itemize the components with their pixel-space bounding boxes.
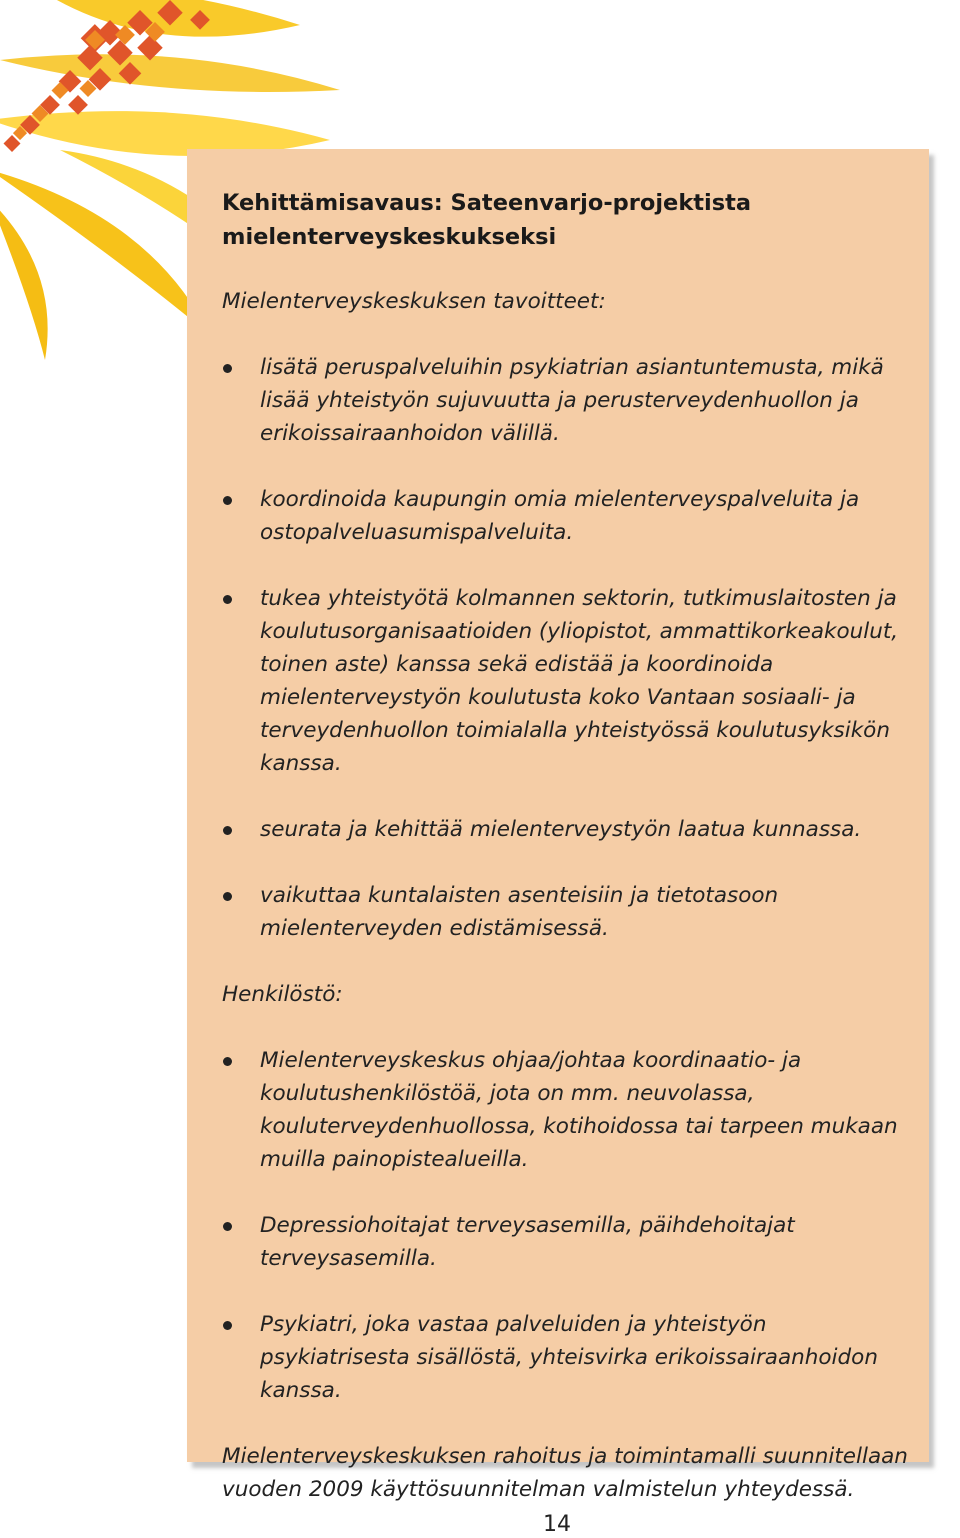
goal-text: seurata ja kehittää mielenterveystyön laatua kunnassa. (260, 817, 862, 842)
goal-item (222, 351, 912, 450)
staff-item (222, 1308, 912, 1407)
closing-note: Mielenterveyskeskuksen rahoitus ja toimintamalli suunnitellaan vuoden 2009 käyttösuunnitelman valmistelun yhteydessä. (222, 1444, 908, 1502)
staff-label: Henkilöstö: (222, 982, 343, 1007)
goal-text: tukea yhteistyötä kolmannen sektorin, tutkimuslaitosten ja koulutusorganisaatioiden (yliopistot, ammattikorkeakoulut, toinen aste) kanssa sekä edistää ja koordinoida mielenterveystyön koulutusta koko Vantaan sosiaali- ja terveydenhuollon toimialalla yhteistyössä koulutusyksikön kanssa. (260, 586, 899, 776)
staff-text: Psykiatri, joka vastaa palveluiden ja yhteistyön psykiatrisesta sisällöstä, yhteisvirka erikoissairaanhoidon kanssa. (260, 1312, 878, 1403)
staff-item (222, 1044, 912, 1176)
bullet-icon (223, 1057, 232, 1066)
bullet-icon (223, 496, 232, 505)
page-number: 14 (543, 1512, 571, 1537)
card-content (222, 186, 912, 1506)
bullet-icon (223, 1321, 232, 1330)
goal-text: vaikuttaa kuntalaisten asenteisiin ja tietotasoon mielenterveyden edistämisessä. (260, 883, 779, 941)
goal-item (222, 582, 912, 780)
goal-item (222, 813, 912, 846)
staff-list (222, 1044, 912, 1407)
staff-item (222, 1209, 912, 1275)
bullet-icon (223, 826, 232, 835)
goal-text: koordinoida kaupungin omia mielenterveyspalveluita ja ostopalveluasumispalveluita. (260, 487, 860, 545)
bullet-icon (223, 595, 232, 604)
goals-label: Mielenterveyskeskuksen tavoitteet: (222, 289, 606, 314)
staff-text: Depressiohoitajat terveysasemilla, päihdehoitajat terveysasemilla. (260, 1213, 795, 1271)
goals-list (222, 351, 912, 945)
bullet-icon (223, 892, 232, 901)
bullet-icon (223, 364, 232, 373)
bullet-icon (223, 1222, 232, 1231)
staff-text: Mielenterveyskeskus ohjaa/johtaa koordinaatio- ja koulutushenkilöstöä, jota on mm. neuvolassa, kouluterveydenhuollossa, kotihoidossa tai tarpeen mukaan muilla painopistealueilla. (260, 1048, 898, 1172)
goal-item (222, 879, 912, 945)
goal-text: lisätä peruspalveluihin psykiatrian asiantuntemusta, mikä lisää yhteistyön sujuvuutta ja perusterveydenhuollon ja erikoissairaanhoidon välillä. (260, 355, 884, 446)
card-title: Kehittämisavaus: Sateenvarjo-projektista mielenterveyskeskukseksi (222, 190, 752, 250)
goal-item (222, 483, 912, 549)
